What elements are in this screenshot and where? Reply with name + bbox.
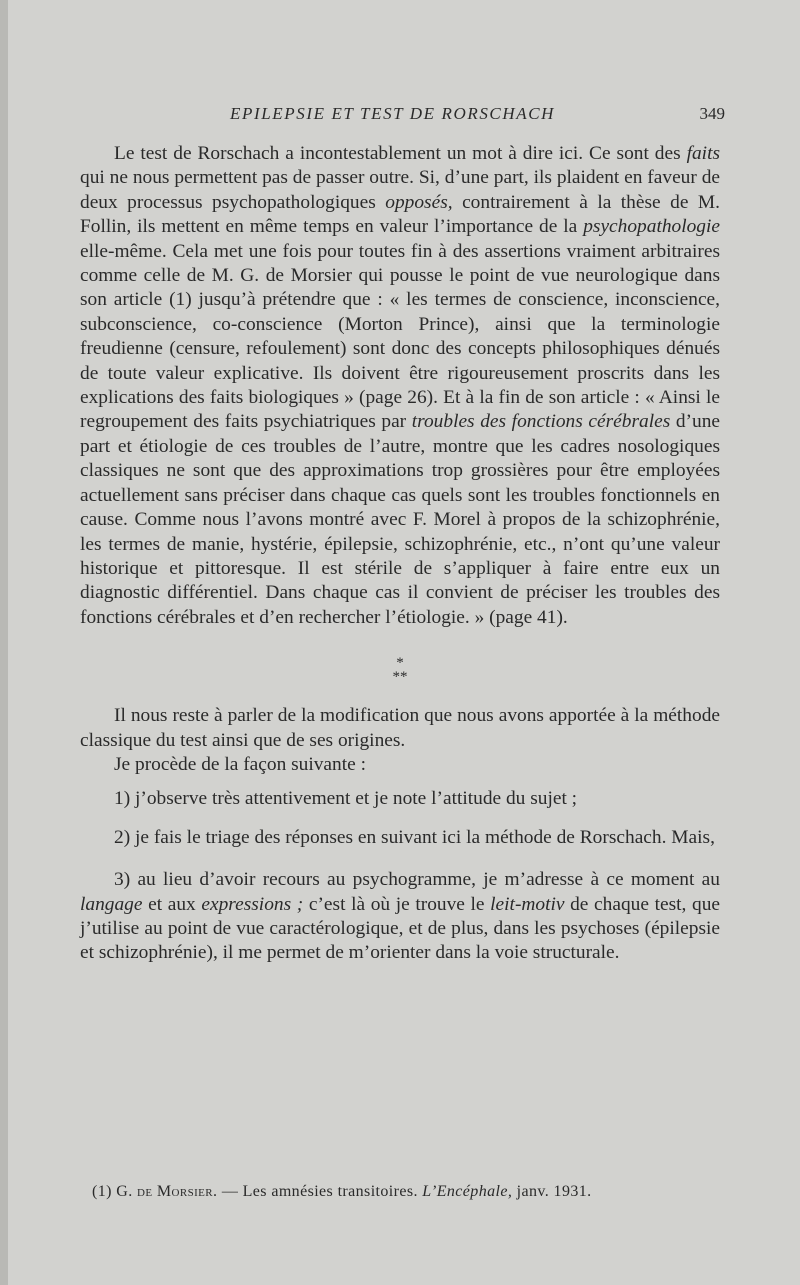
text-run: Le test de Rorschach a incontestablement un mot à dire ici. Ce sont des — [114, 143, 687, 164]
list-item-1: 1) j’observe très attentivement et je note l’attitude du sujet ; — [114, 788, 578, 810]
running-title: EPILEPSIE ET TEST DE RORSCHACH — [230, 104, 556, 123]
text-run: 3) au lieu d’avoir recours au psychogramme, je m’adresse à ce moment au — [114, 869, 720, 891]
text-run: janv. 1931. — [512, 1183, 592, 1200]
list-item-2: 2) je fais le triage des réponses en suivant ici la méthode de Rorschach. Mais, — [114, 826, 715, 848]
text-run: — Les amnésies transitoires. — [217, 1183, 423, 1200]
italic-opposes: opposés, — [385, 191, 453, 213]
page-edge — [0, 0, 8, 1285]
text-run: qui ne nous permettent pas de passer outre. Si, d’une part, ils plaident en faveur de deux processus psychopathologiques — [80, 167, 720, 213]
page-number: 349 — [699, 104, 725, 123]
italic-langage: langage — [80, 893, 143, 915]
footnote-journal: L’Encéphale, — [422, 1183, 513, 1200]
star-bottom: ** — [392, 669, 408, 686]
italic-expressions: expressions ; — [201, 893, 304, 915]
text-run: elle-même. Cela met une fois pour toutes fin à des assertions vraiment arbitraires comme celle de M. G. de Morsier qui pousse le point de vue neurologique dans son article (1) jusqu’à prétendre que : « les termes de conscience, inconscience, subconscience, co-conscience (Morton Prince), ainsi que la terminologie freudienne (censure, refoulement) sont donc des concepts philosophiques dénués de toute valeur explicative. Ils doivent être rigoureusement proscrits dans les explications des faits biologiques » (page 26). Et à la fin de son article : « Ainsi le regroupement des faits psychiatriques par — [80, 240, 720, 433]
italic-leit-motiv: leit-motiv — [490, 893, 565, 915]
text-run: c’est là où je trouve le — [303, 893, 491, 915]
running-header — [80, 104, 725, 130]
list-item-3 — [80, 868, 720, 966]
text-run: d’une part et étiologie de ces troubles de l’autre, montre que les cadres nosologiques classiques ne sont que des approximations trop grossières pour être employées actuellement sans préciser dans chaque cas quels sont les troubles fonctionnels en cause. Comme nous l’avons montré avec F. Morel à propos de la schizophrénie, les termes de manie, hystérie, épilepsie, schizophrénie, etc., n’ont qu’une valeur historique et pittoresque. Il est stérile de s’appliquer à faire entre eux un diagnostic différentiel. Dans chaque cas il convient de préciser les troubles des fonctions cérébrales et d’en rechercher l’étiologie. » (page 41). — [80, 411, 721, 628]
text-run: de chaque test, que j’utilise au point de vue caractérologique, et de plus, dans les psychoses (épilepsie et schizophrénie), il me permet de m’orienter dans la voie structurale. — [80, 893, 720, 964]
paragraph-procedure: Je procède de la façon suivante : — [114, 753, 366, 775]
text-run: contrairement à la thèse de M. Follin, ils mettent en même temps en valeur l’importance de la — [80, 191, 720, 238]
italic-troubles: troubles des fonctions cérébrales — [411, 411, 671, 433]
italic-psychopathologie: psychopathologie — [583, 216, 720, 238]
section-separator — [80, 630, 720, 704]
paragraph-rorschach-facts — [80, 142, 720, 630]
footnote — [92, 1183, 717, 1201]
text-run: et aux — [142, 893, 202, 915]
paragraph-modification: Il nous reste à parler de la modification que nous avons apportée à la méthode classique du test ainsi que de ses origines. — [80, 705, 720, 751]
page-body — [80, 142, 720, 966]
text-run: (1) G. — [92, 1183, 138, 1200]
star-top: * — [396, 655, 404, 672]
footnote-author: de Morsier. — [137, 1183, 218, 1200]
italic-faits: faits — [686, 143, 720, 164]
